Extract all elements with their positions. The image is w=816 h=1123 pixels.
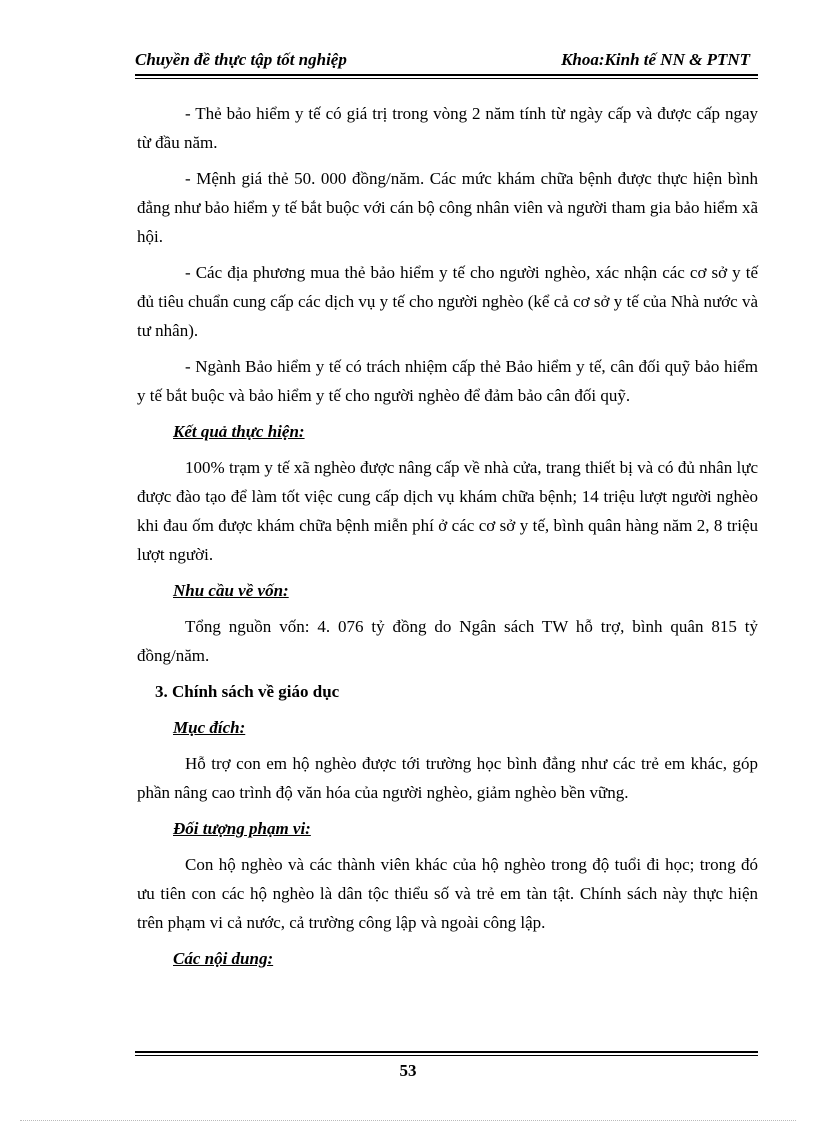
section-education-policy: 3. Chính sách về giáo dục	[155, 682, 340, 701]
heading-target-scope: Đối tượng phạm vi:	[173, 819, 311, 838]
paragraph-funding: Tổng nguồn vốn: 4. 076 tỷ đồng do Ngân sách TW hỗ trợ, bình quân 815 tỷ đồng/năm.	[137, 617, 758, 665]
heading-contents: Các nội dung:	[173, 949, 274, 968]
header-faculty: Khoa:Kinh tế NN & PTNT	[561, 50, 750, 69]
paragraph-purpose: Hỗ trợ con em hộ nghèo được tới trường học bình đẳng như các trẻ em khác, góp phần nâng cao trình độ văn hóa của người nghèo, giảm nghèo bền vững.	[137, 754, 758, 802]
paragraph-target-scope: Con hộ nghèo và các thành viên khác của hộ nghèo trong độ tuổi đi học; trong đó ưu tiên con các hộ nghèo là dân tộc thiểu số và trẻ em tàn tật. Chính sách này thực hiện trên phạm vi cả nước, cả trường công lập và ngoài công lập.	[137, 855, 758, 932]
header-document-title: Chuyền đề thực tập tốt nghiệp	[135, 50, 347, 69]
page-header	[135, 48, 758, 76]
paragraph-results: 100% trạm y tế xã nghèo được nâng cấp về nhà cửa, trang thiết bị và có đủ nhân lực được đào tạo để làm tốt việc cung cấp dịch vụ khám chữa bệnh; 14 triệu lượt người nghèo khi đau ốm được khám chữa bệnh miễn phí ở các cơ sở y tế, bình quân hàng năm 2, 8 triệu lượt người.	[137, 458, 758, 564]
heading-funding-needs: Nhu cầu về vốn:	[173, 581, 289, 600]
paragraph-card-value: - Mệnh giá thẻ 50. 000 đồng/năm. Các mức khám chữa bệnh được thực hiện bình đẳng như bảo hiểm y tế bắt buộc với cán bộ công nhân viên và người tham gia bảo hiểm xã hội.	[137, 169, 758, 246]
heading-results: Kết quả thực hiện:	[173, 422, 305, 441]
header-divider	[135, 78, 758, 79]
paragraph-insurance-validity: - Thẻ bảo hiểm y tế có giá trị trong vòng 2 năm tính từ ngày cấp và được cấp ngay từ đầu năm.	[137, 104, 758, 152]
footer-divider-thin	[135, 1055, 758, 1056]
page-number: 53	[399, 1061, 417, 1080]
page-body	[137, 99, 758, 980]
heading-purpose: Mục đích:	[173, 718, 246, 737]
paragraph-local-purchase: - Các địa phương mua thẻ bảo hiểm y tế cho người nghèo, xác nhận các cơ sở y tế đủ tiêu chuẩn cung cấp các dịch vụ y tế cho người nghèo (kể cả cơ sở y tế của Nhà nước và tư nhân).	[137, 263, 758, 340]
footer-divider-thick	[135, 1051, 758, 1053]
paragraph-insurance-responsibility: - Ngành Bảo hiểm y tế có trách nhiệm cấp thẻ Bảo hiểm y tế, cân đối quỹ bảo hiểm y tế bắt buộc và bảo hiểm y tế cho người nghèo để đảm bảo cân đối quỹ.	[137, 357, 758, 405]
page-bottom-border	[20, 1120, 796, 1121]
